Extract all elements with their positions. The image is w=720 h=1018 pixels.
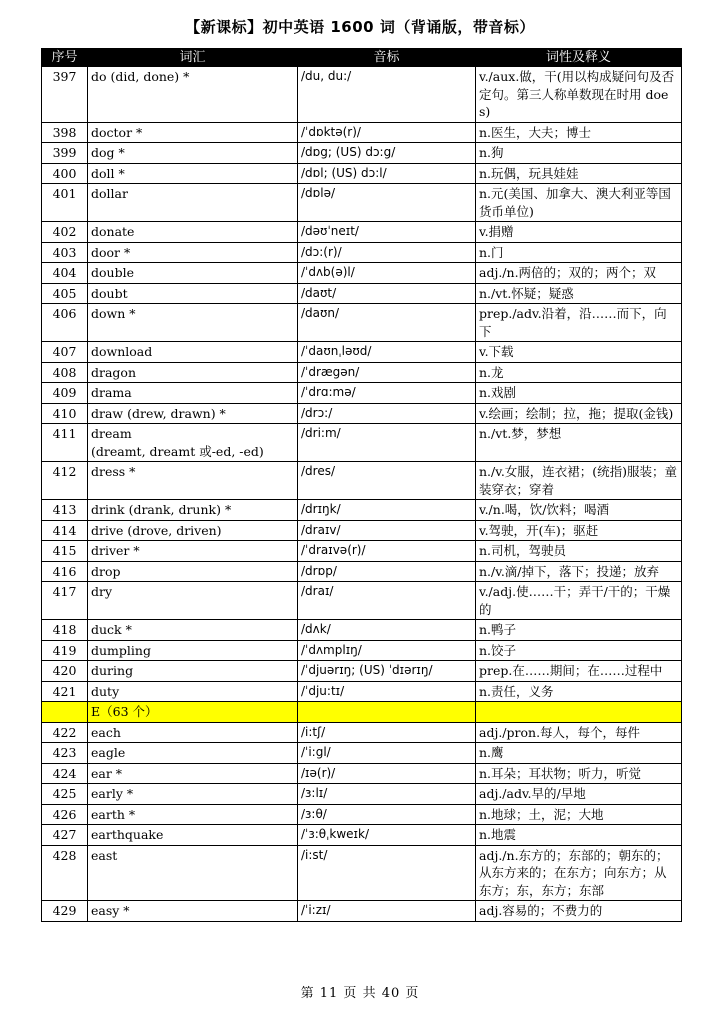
row-number: 413 — [42, 500, 88, 521]
table-row — [42, 661, 682, 682]
row-number: 412 — [42, 462, 88, 500]
word-cell: draw (drew, drawn) * — [88, 403, 298, 424]
meaning-cell: n.龙 — [476, 362, 682, 383]
row-number: 415 — [42, 541, 88, 562]
table-row — [42, 500, 682, 521]
meaning-cell: n./vt.怀疑；疑惑 — [476, 283, 682, 304]
table-row — [42, 561, 682, 582]
row-number: 426 — [42, 804, 88, 825]
table-row — [42, 67, 682, 123]
meaning-cell: v.绘画；绘制；拉，拖；提取(金钱) — [476, 403, 682, 424]
row-number: 419 — [42, 640, 88, 661]
column-header-meaning: 词性及释义 — [476, 49, 682, 67]
table-row — [42, 383, 682, 404]
pronunciation-cell: /ˈi:gl/ — [298, 743, 476, 764]
word-cell: during — [88, 661, 298, 682]
meaning-cell — [476, 702, 682, 723]
table-row — [42, 222, 682, 243]
word-cell: easy * — [88, 901, 298, 922]
row-number: 407 — [42, 342, 88, 363]
pronunciation-cell: /ɜ:θ/ — [298, 804, 476, 825]
table-row — [42, 825, 682, 846]
word-cell: dragon — [88, 362, 298, 383]
row-number: 417 — [42, 582, 88, 620]
meaning-cell: n.饺子 — [476, 640, 682, 661]
pronunciation-cell: /daʊt/ — [298, 283, 476, 304]
word-cell: do (did, done) * — [88, 67, 298, 123]
meaning-cell: n.戏剧 — [476, 383, 682, 404]
table-row — [42, 143, 682, 164]
table-row — [42, 184, 682, 222]
table-row — [42, 620, 682, 641]
pronunciation-cell: /dri:m/ — [298, 424, 476, 462]
meaning-cell: v./adj.使……干；弄干/干的；干燥的 — [476, 582, 682, 620]
pronunciation-cell: /dəʊˈneɪt/ — [298, 222, 476, 243]
row-number: 400 — [42, 163, 88, 184]
table-row — [42, 362, 682, 383]
pronunciation-cell: /ˈdraɪvə(r)/ — [298, 541, 476, 562]
table-row — [42, 304, 682, 342]
word-cell: download — [88, 342, 298, 363]
pronunciation-cell: /daʊn/ — [298, 304, 476, 342]
meaning-cell: v.捐赠 — [476, 222, 682, 243]
meaning-cell: n.鸭子 — [476, 620, 682, 641]
meaning-cell: n./v.女服，连衣裙；(统指)服装；童装穿衣；穿着 — [476, 462, 682, 500]
word-cell: door * — [88, 242, 298, 263]
row-number: 401 — [42, 184, 88, 222]
meaning-cell: n.医生，大夫；博士 — [476, 122, 682, 143]
pronunciation-cell: /dʌk/ — [298, 620, 476, 641]
meaning-cell: n.元(美国、加拿大、澳大利亚等国货币单位) — [476, 184, 682, 222]
table-row — [42, 242, 682, 263]
table-row — [42, 342, 682, 363]
document-title: 【新课标】初中英语 1600 词（背诵版，带音标） — [185, 18, 535, 36]
table-row — [42, 845, 682, 901]
pronunciation-cell: /drɔ:/ — [298, 403, 476, 424]
row-number: 428 — [42, 845, 88, 901]
table-body — [42, 67, 682, 922]
meaning-cell: v./aux.做，干(用以构成疑问句及否定句。第三人称单数现在时用 does) — [476, 67, 682, 123]
pronunciation-cell: /dres/ — [298, 462, 476, 500]
table-row — [42, 784, 682, 805]
row-number — [42, 702, 88, 723]
table-row — [42, 283, 682, 304]
section-header-row — [42, 702, 682, 723]
row-number: 421 — [42, 681, 88, 702]
column-header-number: 序号 — [42, 49, 88, 67]
section-label: E（63 个） — [88, 702, 298, 723]
pronunciation-cell: /drɪŋk/ — [298, 500, 476, 521]
vocabulary-table — [41, 48, 682, 922]
word-cell: duty — [88, 681, 298, 702]
table-row — [42, 263, 682, 284]
meaning-cell: adj./adv.早的/早地 — [476, 784, 682, 805]
row-number: 402 — [42, 222, 88, 243]
row-number: 405 — [42, 283, 88, 304]
pronunciation-cell: /drɒp/ — [298, 561, 476, 582]
pronunciation-cell: /ˈi:zɪ/ — [298, 901, 476, 922]
table-row — [42, 122, 682, 143]
table-row — [42, 424, 682, 462]
meaning-cell: n.责任，义务 — [476, 681, 682, 702]
meaning-cell: n.鹰 — [476, 743, 682, 764]
row-number: 420 — [42, 661, 88, 682]
row-number: 422 — [42, 722, 88, 743]
meaning-cell: n./v.滴/掉下，落下；投递；放弃 — [476, 561, 682, 582]
meaning-cell: v.驾驶，开(车)；驱赶 — [476, 520, 682, 541]
row-number: 399 — [42, 143, 88, 164]
word-cell: doubt — [88, 283, 298, 304]
page-footer: 第 11 页 共 40 页 — [300, 986, 420, 1001]
meaning-cell: n./vt.梦，梦想 — [476, 424, 682, 462]
table-row — [42, 763, 682, 784]
row-number: 418 — [42, 620, 88, 641]
word-cell: early * — [88, 784, 298, 805]
table-row — [42, 520, 682, 541]
table-row — [42, 403, 682, 424]
row-number: 423 — [42, 743, 88, 764]
pronunciation-cell: /ˈdɒktə(r)/ — [298, 122, 476, 143]
pronunciation-cell: /ˈdʌb(ə)l/ — [298, 263, 476, 284]
meaning-cell: n.地震 — [476, 825, 682, 846]
word-cell: doctor * — [88, 122, 298, 143]
row-number: 408 — [42, 362, 88, 383]
pronunciation-cell: /dɒlə/ — [298, 184, 476, 222]
word-cell: double — [88, 263, 298, 284]
word-cell: east — [88, 845, 298, 901]
row-number: 398 — [42, 122, 88, 143]
table-row — [42, 582, 682, 620]
meaning-cell: adj.容易的；不费力的 — [476, 901, 682, 922]
pronunciation-cell: /ˈdrɑ:mə/ — [298, 383, 476, 404]
table-header-row — [42, 49, 682, 67]
word-cell: earth * — [88, 804, 298, 825]
row-number: 397 — [42, 67, 88, 123]
pronunciation-cell: /dɔ:(r)/ — [298, 242, 476, 263]
word-cell: drop — [88, 561, 298, 582]
row-number: 429 — [42, 901, 88, 922]
pronunciation-cell: /ɪə(r)/ — [298, 763, 476, 784]
meaning-cell: n.门 — [476, 242, 682, 263]
row-number: 424 — [42, 763, 88, 784]
meaning-cell: n.地球；土，泥；大地 — [476, 804, 682, 825]
word-cell: doll * — [88, 163, 298, 184]
column-header-pronunciation: 音标 — [298, 49, 476, 67]
pronunciation-cell: /dɒl; (US) dɔ:l/ — [298, 163, 476, 184]
row-number: 410 — [42, 403, 88, 424]
pronunciation-cell: /ˈɜ:θˌkweɪk/ — [298, 825, 476, 846]
word-cell: dog * — [88, 143, 298, 164]
word-cell: driver * — [88, 541, 298, 562]
word-cell: earthquake — [88, 825, 298, 846]
word-cell: drama — [88, 383, 298, 404]
pronunciation-cell: /draɪ/ — [298, 582, 476, 620]
pronunciation-cell: /draɪv/ — [298, 520, 476, 541]
row-number: 414 — [42, 520, 88, 541]
row-number: 425 — [42, 784, 88, 805]
word-cell: donate — [88, 222, 298, 243]
row-number: 409 — [42, 383, 88, 404]
row-number: 427 — [42, 825, 88, 846]
word-cell: dollar — [88, 184, 298, 222]
pronunciation-cell: /ˈdjuərɪŋ; (US) ˈdɪərɪŋ/ — [298, 661, 476, 682]
pronunciation-cell: /du, du:/ — [298, 67, 476, 123]
table-row — [42, 901, 682, 922]
table-row — [42, 640, 682, 661]
table-row — [42, 722, 682, 743]
word-cell: dry — [88, 582, 298, 620]
meaning-cell: adj./n.东方的；东部的；朝东的；从东方来的；在东方；向东方；从东方；东，东方；东部 — [476, 845, 682, 901]
row-number: 416 — [42, 561, 88, 582]
meaning-cell: v./n.喝，饮/饮料；喝酒 — [476, 500, 682, 521]
table-row — [42, 163, 682, 184]
table-row — [42, 743, 682, 764]
meaning-cell: prep./adv.沿着，沿……而下，向下 — [476, 304, 682, 342]
table-row — [42, 681, 682, 702]
meaning-cell: adj./pron.每人，每个，每件 — [476, 722, 682, 743]
row-number: 403 — [42, 242, 88, 263]
meaning-cell: n.司机，驾驶员 — [476, 541, 682, 562]
word-cell: dress * — [88, 462, 298, 500]
word-cell: drink (drank, drunk) * — [88, 500, 298, 521]
word-cell: down * — [88, 304, 298, 342]
column-header-word: 词汇 — [88, 49, 298, 67]
meaning-cell: prep.在……期间；在……过程中 — [476, 661, 682, 682]
meaning-cell: n.玩偶，玩具娃娃 — [476, 163, 682, 184]
pronunciation-cell: /i:st/ — [298, 845, 476, 901]
pronunciation-cell: /ˈdrægən/ — [298, 362, 476, 383]
pronunciation-cell: /ˈdju:tɪ/ — [298, 681, 476, 702]
meaning-cell: v.下载 — [476, 342, 682, 363]
pronunciation-cell: /ˈdʌmplɪŋ/ — [298, 640, 476, 661]
pronunciation-cell: /ˈdaʊnˌləʊd/ — [298, 342, 476, 363]
row-number: 406 — [42, 304, 88, 342]
table-row — [42, 541, 682, 562]
word-cell: duck * — [88, 620, 298, 641]
meaning-cell: n.耳朵；耳状物；听力，听觉 — [476, 763, 682, 784]
meaning-cell: adj./n.两倍的；双的；两个；双 — [476, 263, 682, 284]
word-cell: drive (drove, driven) — [88, 520, 298, 541]
word-cell: dumpling — [88, 640, 298, 661]
row-number: 404 — [42, 263, 88, 284]
word-cell: ear * — [88, 763, 298, 784]
pronunciation-cell: /dɒg; (US) dɔ:g/ — [298, 143, 476, 164]
word-cell: dream (dreamt, dreamt 或-ed, -ed) — [88, 424, 298, 462]
pronunciation-cell: /i:tʃ/ — [298, 722, 476, 743]
row-number: 411 — [42, 424, 88, 462]
table-row — [42, 804, 682, 825]
word-cell: eagle — [88, 743, 298, 764]
pronunciation-cell — [298, 702, 476, 723]
table-row — [42, 462, 682, 500]
word-cell: each — [88, 722, 298, 743]
pronunciation-cell: /ɜ:lɪ/ — [298, 784, 476, 805]
meaning-cell: n.狗 — [476, 143, 682, 164]
